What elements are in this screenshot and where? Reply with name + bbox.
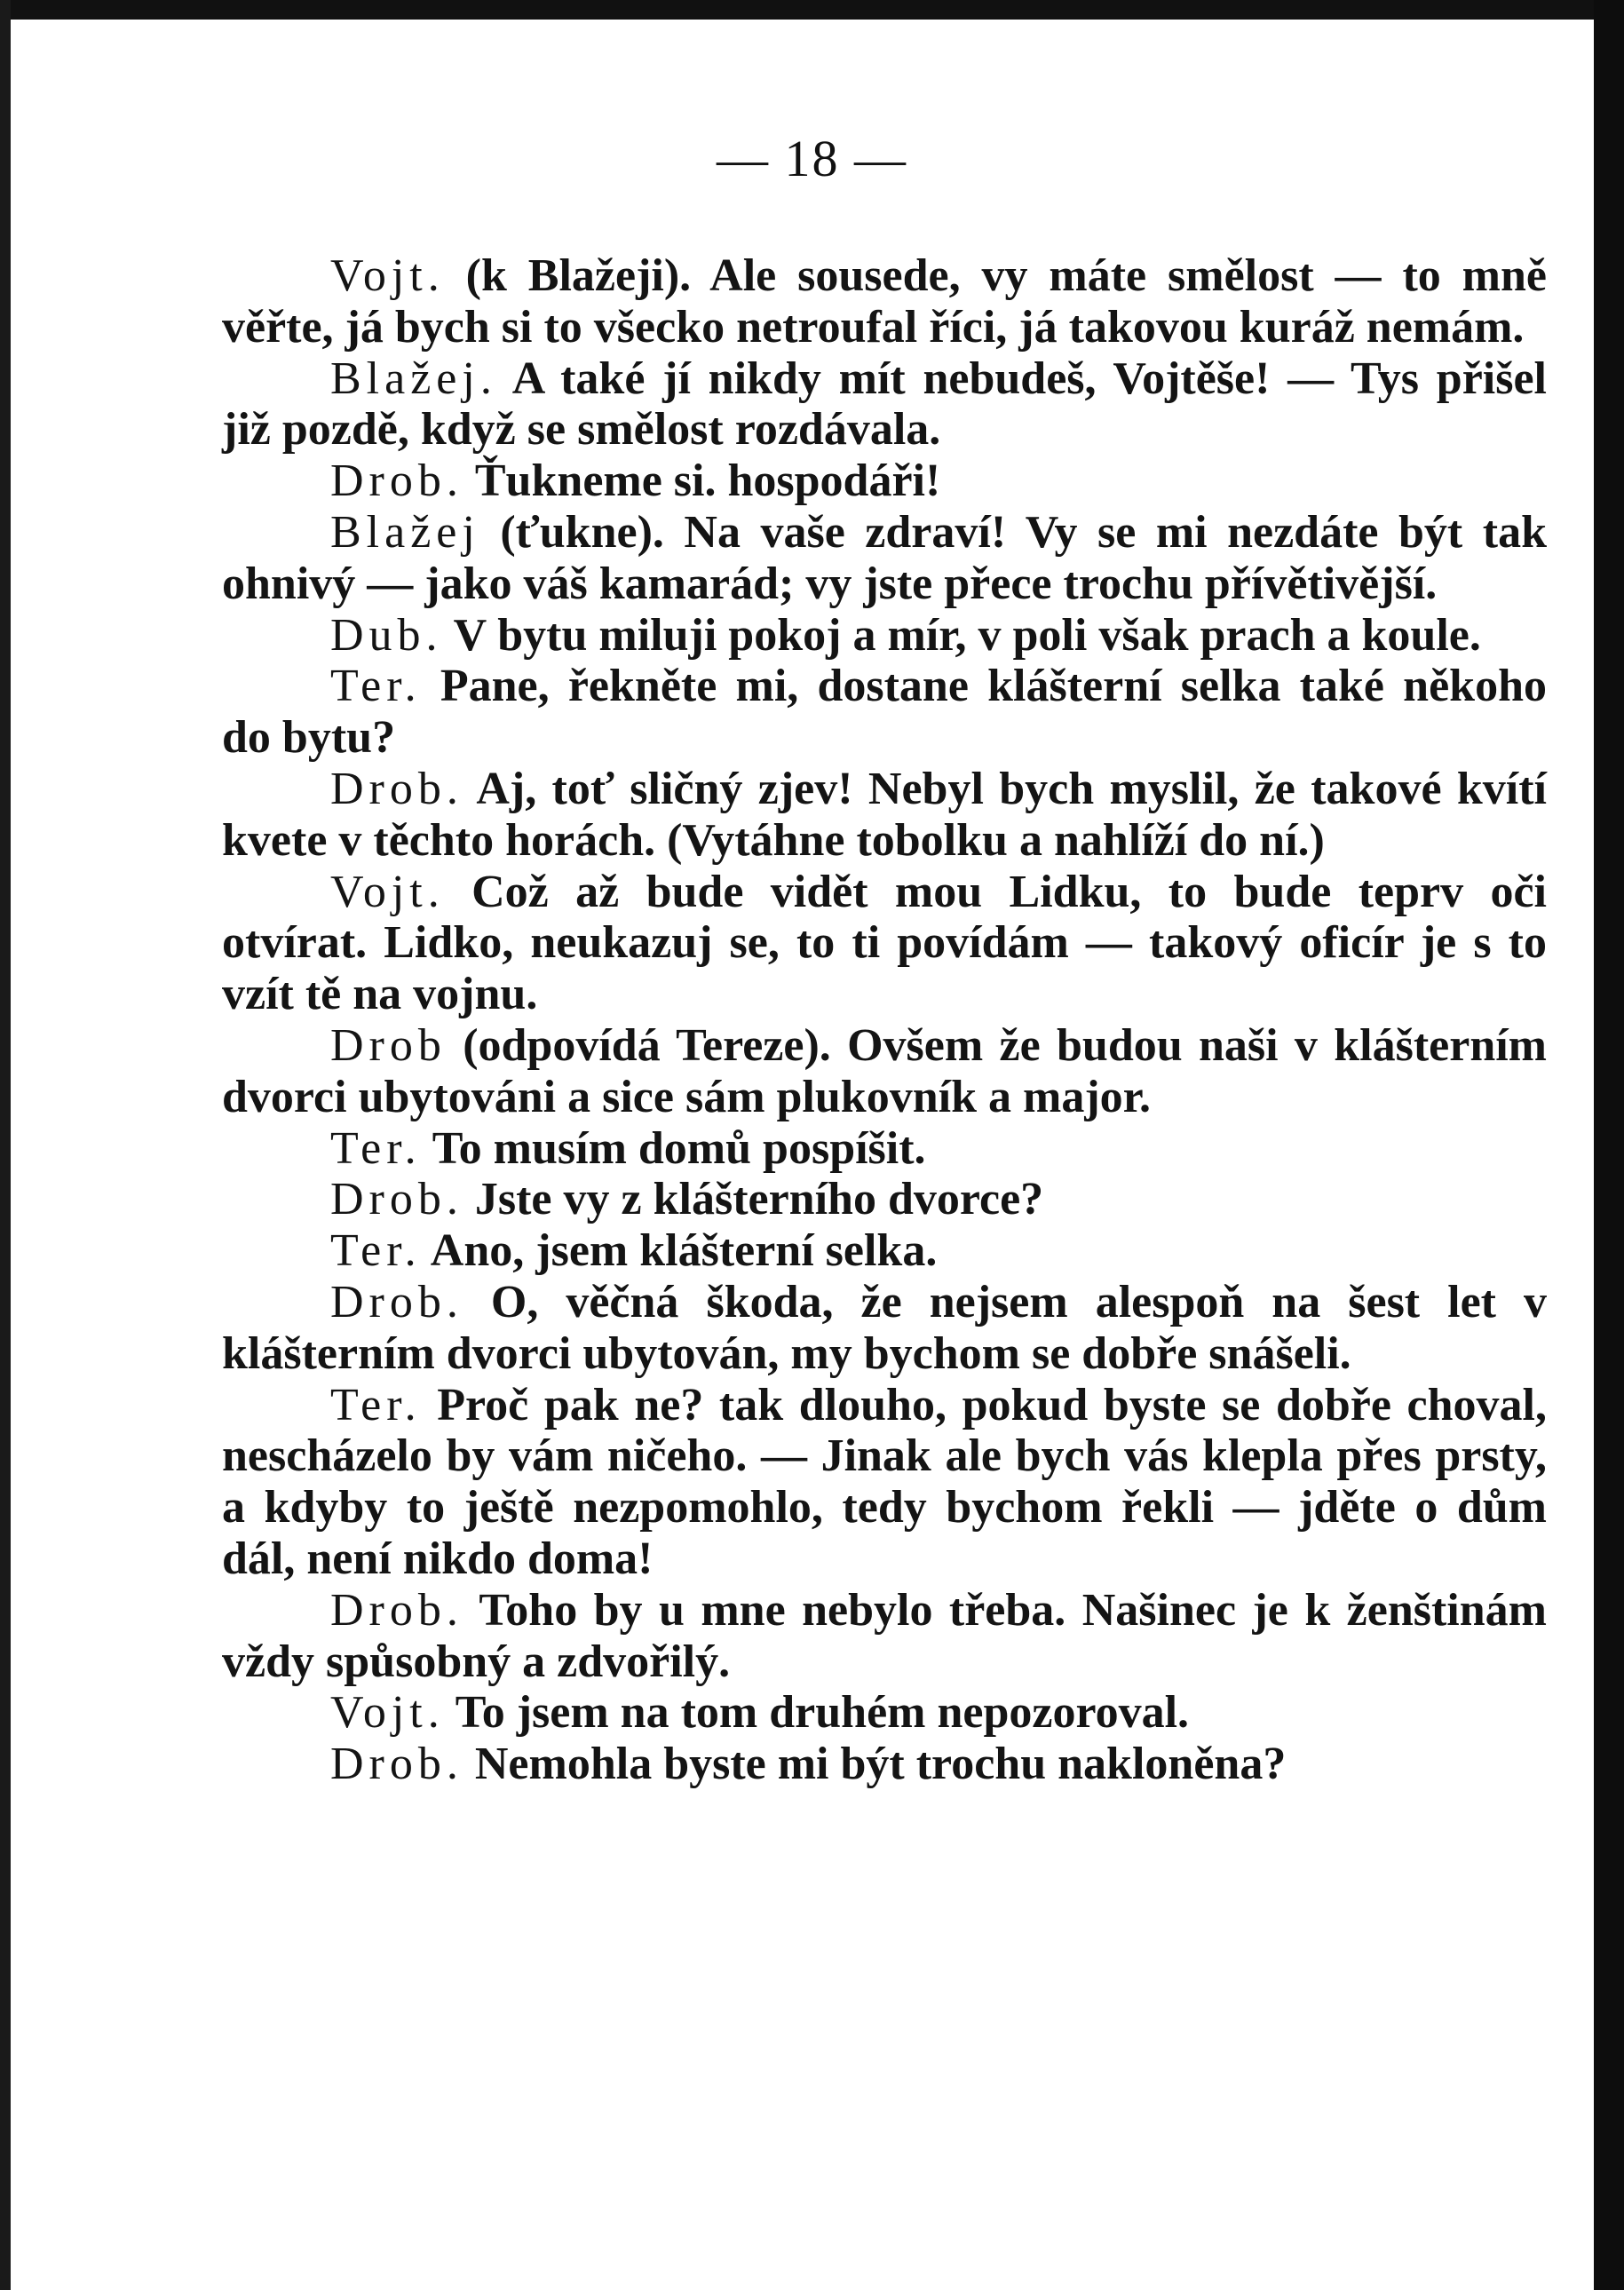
speech-text: (k Blažeji). Ale sousede, vy máte smělost — to mně věřte, já bych si to všecko netroufal říci, já takovou kuráž nemám.: [222, 250, 1547, 353]
dialogue-line: [222, 1225, 1547, 1277]
dialogue-line: [222, 1020, 1547, 1123]
dialogue-line: [222, 867, 1547, 1020]
dialogue-line: [222, 1123, 1547, 1175]
speech-text: (ťukne). Na vaše zdraví! Vy se mi nezdáte být tak ohnivý — jako váš kamarád; vy jste přece trochu přívětivější.: [222, 506, 1547, 609]
speaker-name: Drob.: [330, 1739, 463, 1790]
scan-edge-left: [0, 0, 11, 2290]
speaker-name: Drob.: [330, 456, 463, 507]
dialogue-line: [222, 456, 1547, 507]
scan-edge-top: [0, 0, 1624, 20]
speaker-name: Ter.: [330, 1379, 422, 1430]
dialogue-line: [222, 1739, 1547, 1790]
speech-text: Ťukneme si. hospodáři!: [463, 456, 941, 507]
dialogue-line: [222, 1277, 1547, 1380]
speech-text: To musím domů pospíšit.: [421, 1122, 926, 1174]
speaker-name: Ter.: [330, 661, 422, 712]
speaker-name: Ter.: [330, 1225, 422, 1277]
speech-text: Aj, toť sličný zjev! Nebyl bych myslil, že takové kvítí kvete v těchto horách. (Vytáhne tobolku a nahlíží do ní.): [222, 763, 1547, 866]
speaker-name: Blažej: [330, 506, 480, 558]
dialogue-line: [222, 1585, 1547, 1688]
speaker-name: Vojt.: [330, 866, 445, 917]
dialogue-line: [222, 764, 1547, 867]
dialogue-line: [222, 661, 1547, 764]
speech-text: To jsem na tom druhém nepozoroval.: [444, 1687, 1190, 1739]
speech-text: Jste vy z klášterního dvorce?: [463, 1174, 1044, 1225]
dialogue-line: [222, 610, 1547, 662]
speech-text: Proč pak ne? tak dlouho, pokud byste se dobře choval, nescházelo by vám ničeho. — Jinak ale bych vás klepla přes prsty, a kdyby to ještě nezpomohlo, tedy bychom řekli — jděte o dům dál, není nikdo doma!: [222, 1379, 1547, 1584]
dialogue-line: [222, 250, 1547, 353]
page-number: — 18 —: [717, 130, 907, 187]
speaker-name: Vojt.: [330, 250, 445, 301]
speech-text: Pane, řekněte mi, dostane klášterní selka také někoho do bytu?: [222, 661, 1547, 764]
speaker-name: Drob: [330, 1019, 447, 1071]
speaker-name: Blažej.: [330, 353, 497, 404]
dialogue-line: [222, 1380, 1547, 1585]
speech-text: A také jí nikdy mít nebudeš, Vojtěše! — Tys přišel již pozdě, když se smělost rozdávala.: [222, 353, 1547, 456]
speech-text: Toho by u mne nebylo třeba. Našinec je k ženštinám vždy spůsobný a zdvořilý.: [222, 1584, 1547, 1687]
speech-text: Což až bude vidět mou Lidku, to bude teprv oči otvírat. Lidko, neukazuj se, to ti povídám — takový oficír je s to vzít tě na vojnu.: [222, 866, 1547, 1020]
speaker-name: Drob.: [330, 1584, 463, 1636]
speech-text: Nemohla byste mi být trochu nakloněna?: [463, 1739, 1287, 1790]
speaker-name: Drob.: [330, 1276, 463, 1327]
dialogue-line: [222, 507, 1547, 610]
speaker-name: Ter.: [330, 1122, 422, 1174]
speech-text: (odpovídá Tereze). Ovšem že budou naši v klášterním dvorci ubytováni a sice sám plukovník a major.: [222, 1019, 1547, 1122]
speaker-name: Drob.: [330, 763, 463, 814]
speech-text: V bytu miluji pokoj a mír, v poli však prach a koule.: [442, 609, 1481, 661]
dialogue-line: [222, 353, 1547, 456]
dialogue-line: [222, 1174, 1547, 1225]
speaker-name: Drob.: [330, 1174, 463, 1225]
scan-edge-right: [1594, 0, 1624, 2290]
dialogue-line: [222, 1687, 1547, 1739]
speech-text: Ano, jsem klášterní selka.: [421, 1225, 938, 1277]
speaker-name: Dub.: [330, 609, 443, 661]
page-text: [222, 250, 1547, 1790]
speaker-name: Vojt.: [330, 1687, 445, 1739]
speech-text: O, věčná škoda, že nejsem alespoň na šest let v klášterním dvorci ubytován, my bychom se dobře snášeli.: [222, 1276, 1547, 1379]
